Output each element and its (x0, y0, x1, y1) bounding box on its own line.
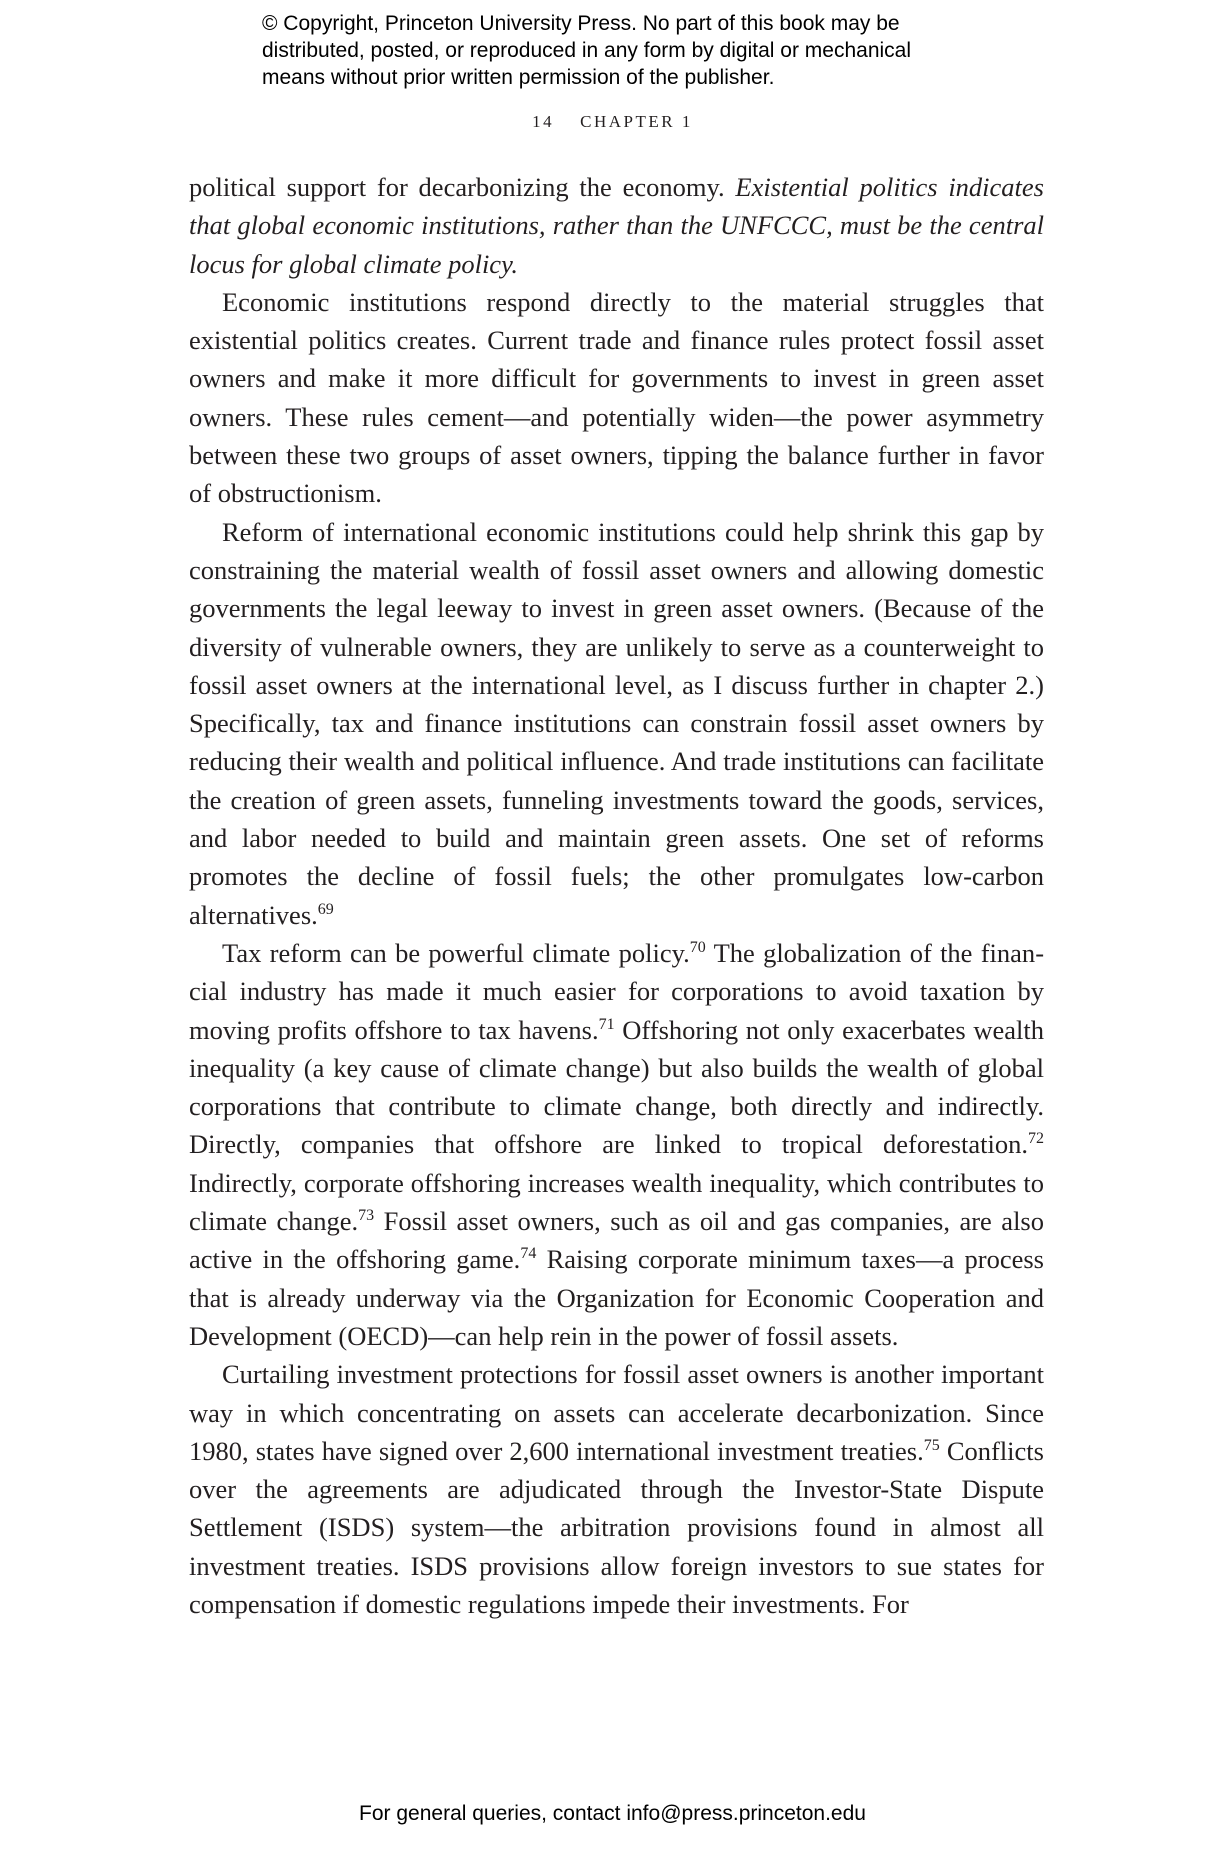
paragraph-1-italic-text: Existential politics indicates that global economic institutions, rather than the UNFCCC, must be the central locus for global climate policy. (189, 172, 1044, 279)
paragraph-4-text-f: Raising corporate minimum taxes—a process that is already underway via the Organization for Economic Cooperation and Development (OECD)—can help rein in the power of fossil assets. (189, 1244, 1044, 1351)
paragraph-4-text-c: Offshoring not only exacerbates wealth inequality (a key cause of climate change) but also builds the wealth of global corporations that contribute to climate change, both directly and indirectly. Directly, companies that offshore are linked to tropical deforestation. (189, 1014, 1044, 1160)
copyright-line-3: means without prior written permission of the publisher. (262, 66, 775, 89)
running-head (0, 112, 1225, 132)
footnote-ref-70[interactable]: 70 (689, 939, 706, 957)
copyright-line-1: © Copyright, Princeton University Press. No part of this book may be (262, 12, 900, 35)
body-text (189, 168, 1044, 1623)
paragraph-5-text-b: Conflicts over the agreements are adjudicated through the Investor-State Dispute Settlement (ISDS) system—the arbitration provisions found in almost all investment treaties. ISDS provisions allow foreign investors to sue states for compensation if domestic regulations impede their investments. For (189, 1435, 1044, 1619)
page-number: 14 (532, 112, 555, 131)
footnote-ref-72[interactable]: 72 (1028, 1130, 1044, 1148)
paragraph-3-text: Reform of international economic institutions could help shrink this gap by constraining the material wealth of fossil asset owners and allowing domestic governments the legal leeway to invest in green asset owners. (Because of the diversity of vulnerable owners, they are unlikely to serve as a counterweight to fossil asset owners at the international level, as I discuss further in chapter 2.) Specifically, tax and finance institutions can constrain fossil asset owners by reducing their wealth and political influence. And trade institutions can facilitate the creation of green assets, funneling investments toward the goods, services, and labor needed to build and maintain green assets. One set of reforms promotes the decline of fossil fuels; the other promulgates low-carbon alternatives. (189, 516, 1044, 930)
copyright-line-2: distributed, posted, or reproduced in any form by digital or mechanical (262, 39, 912, 62)
paragraph-1 (189, 168, 1044, 283)
footnote-ref-75[interactable]: 75 (923, 1436, 940, 1454)
paragraph-3 (189, 513, 1044, 934)
footer-contact: For general queries, contact info@press.princeton.edu (359, 1802, 866, 1825)
chapter-label: CHAPTER 1 (580, 112, 693, 131)
paragraph-4-text-d: Indirectly, corporate offshoring increases wealth inequality, which contributes to climate change. (189, 1167, 1044, 1237)
copyright-notice (262, 10, 1022, 91)
paragraph-4-text-a: Tax reform can be powerful climate policy. (222, 937, 690, 968)
paragraph-4-text-e: Fossil asset owners, such as oil and gas companies, are also active in the offshoring game. (189, 1206, 1044, 1275)
paragraph-5-text-a: Curtailing investment protections for fossil asset owners is another important way in which concentrating on assets can accelerate decarbonization. Since 1980, states have signed over 2,600 international investment treaties. (189, 1359, 1044, 1466)
footnote-ref-69[interactable]: 69 (317, 900, 334, 918)
paragraph-1-text: political support for decarbonizing the economy. (189, 172, 736, 202)
paragraph-4-text-b: The globalization of the financial industry has made it much easier for corporations to avoid taxation by moving profits offshore to tax havens. (189, 937, 1045, 1045)
footnote-ref-71[interactable]: 71 (598, 1015, 615, 1033)
paragraph-2-text: Economic institutions respond directly to the material struggles that existential politics creates. Current trade and finance rules protect fossil asset owners and make it more difficult for governments to invest in green asset owners. These rules cement—and potentially widen—the power asymmetry between these two groups of asset owners, tipping the balance further in favor of obstructionism. (189, 286, 1044, 509)
paragraph-2 (189, 283, 1044, 513)
paragraph-4 (189, 934, 1044, 1355)
footnote-ref-73[interactable]: 73 (358, 1207, 375, 1225)
footnote-ref-74[interactable]: 74 (520, 1245, 537, 1263)
paragraph-5 (189, 1355, 1044, 1623)
